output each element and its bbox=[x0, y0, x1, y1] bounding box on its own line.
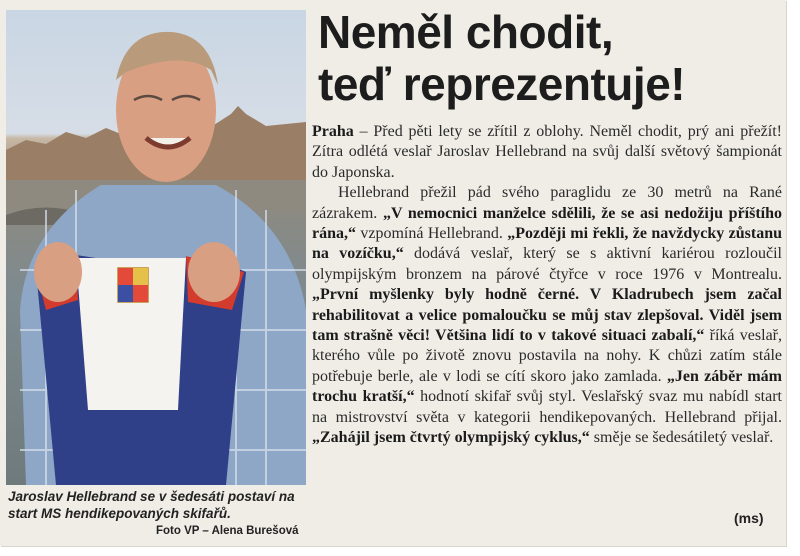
headline-line-2: teď reprezentuje! bbox=[318, 58, 686, 110]
author-initials: (ms) bbox=[734, 510, 764, 526]
photo-credit: Foto VP – Alena Burešová bbox=[156, 525, 299, 537]
quote-text: „Jen záběr mám trochu kratší,“ bbox=[312, 367, 782, 406]
body-paragraph bbox=[312, 183, 782, 448]
photo-caption: Jaroslav Hellebrand se v šedesáti postaví na start MS hendikepovaných skifařů. bbox=[8, 489, 295, 521]
right-hand bbox=[188, 242, 240, 302]
quote-text: „Zahájil jsem čtvrtý olympijský cyklus,“ bbox=[312, 429, 590, 447]
lead-text: – Před pěti lety se zřítil z oblohy. Neměl chodit, prý ani přežít! Zítra odlétá veslař Jaroslav Hellebrand na svůj další světový šampionát do Japonska. bbox=[312, 123, 782, 181]
article-photo bbox=[6, 10, 306, 485]
left-hand bbox=[34, 242, 82, 302]
body-text: říká veslař, kterého vůle po životě znovu postavila na nohy. K chůzi zatím stále potřebuje berle, ale v lodi se cítí skoro jako zamlada. bbox=[312, 327, 782, 385]
headline-line-1: Neměl chodit, bbox=[318, 6, 614, 58]
dateline: Praha bbox=[312, 123, 354, 140]
body-text: hodnotí skifař svůj styl. Veslařský svaz mu nabídl start na mistrovství světa v kategorii hendikepovaných. Hellebrand přijal. bbox=[312, 388, 782, 426]
czech-coat-of-arms bbox=[118, 268, 148, 302]
photo-illustration bbox=[6, 10, 306, 485]
quote-text: „První myšlenky byly hodně černé. V Kladrubech jsem začal rehabilitovat a velice pomaloučku se můj stav zlepšoval. Viděl jsem tam strašně věci! Většina lidí to v takové situaci zabalí,“ bbox=[312, 286, 782, 345]
lead-paragraph bbox=[312, 122, 782, 183]
headline bbox=[318, 6, 788, 110]
body-text: dodává veslař, který se s aktivní kariérou rozloučil olympijským bronzem na párové čtyřce v roce 1976 v Montrealu. bbox=[312, 245, 782, 283]
body-text: Hellebrand přežil pád svého paraglidu ze 30 metrů na Rané zázrakem. bbox=[312, 184, 782, 222]
body-text: vzpomíná Hellebrand. bbox=[356, 225, 508, 243]
quote-text: „Později mi řekli, že navždycky zůstanu na vozíčku,“ bbox=[312, 225, 782, 263]
article-body bbox=[312, 122, 782, 449]
quote-text: „V nemocnici manželce sdělili, že se asi nedožiju příštího rána,“ bbox=[312, 204, 783, 243]
body-text: směje se šedesátiletý veslař. bbox=[589, 429, 774, 447]
